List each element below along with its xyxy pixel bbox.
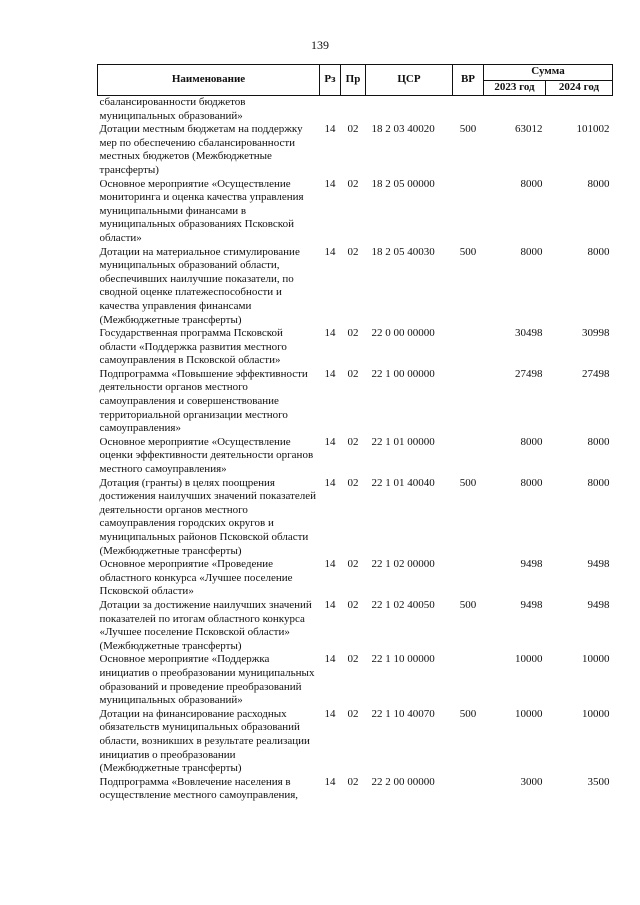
row-vr <box>453 96 484 124</box>
row-pr: 02 <box>347 245 359 258</box>
row-sum-2023: 10000 <box>515 653 543 666</box>
row-vr <box>453 653 484 707</box>
row-pr: 02 <box>347 367 359 380</box>
row-name: Подпрограмма «Повышение эффективности деятельности органов местного самоуправления и совершенствование территориальной организации местного самоуправления» <box>99 367 308 435</box>
header-year-2023: 2023 год <box>484 80 546 96</box>
table-row <box>98 246 613 328</box>
row-sum-2023: 8000 <box>520 177 543 190</box>
row-vr <box>453 178 484 246</box>
row-sum-2023: 8000 <box>520 435 543 448</box>
header-vr: ВР <box>453 65 484 96</box>
row-pr: 02 <box>347 653 359 666</box>
row-pr: 02 <box>347 123 359 136</box>
row-rz: 14 <box>324 653 336 666</box>
row-name: Дотация (гранты) в целях поощрения достижения наилучших значений показателей деятельности органов местного самоуправления городских округов и муниципальных районов Псковской области (Межбюджетные трансферты) <box>99 476 316 557</box>
row-rz: 14 <box>324 707 336 720</box>
row-pr: 02 <box>347 476 359 489</box>
row-rz: 14 <box>324 435 336 448</box>
row-rz: 14 <box>324 476 336 489</box>
row-name: Дотации за достижение наилучших значений показателей по итогам областного конкурса «Лучшее поселение Псковской области» (Межбюджетные трансферты) <box>99 598 312 652</box>
row-sum-2024: 10000 <box>582 653 610 666</box>
row-vr <box>453 368 484 436</box>
table-row <box>98 599 613 653</box>
row-sum-2024: 8000 <box>587 435 610 448</box>
row-pr: 02 <box>347 327 359 340</box>
table-row <box>98 368 613 436</box>
row-sum-2024: 9498 <box>587 558 610 571</box>
row-name: Основное мероприятие «Осуществление оценки эффективности деятельности органов местного самоуправления» <box>99 435 314 476</box>
row-pr: 02 <box>347 775 359 788</box>
row-rz: 14 <box>324 558 336 571</box>
row-vr <box>453 558 484 599</box>
row-sum-2023: 30498 <box>515 327 543 340</box>
row-rz: 14 <box>324 245 336 258</box>
row-pr <box>341 96 366 124</box>
row-vr: 500 <box>459 598 477 611</box>
header-year-2024: 2024 год <box>546 80 613 96</box>
row-sum-2023: 10000 <box>515 707 543 720</box>
row-vr <box>453 436 484 477</box>
table-row <box>98 776 613 803</box>
row-sum-2023: 8000 <box>520 476 543 489</box>
table-row <box>98 558 613 599</box>
row-csr: 18 2 05 40030 <box>371 245 435 258</box>
header-csr: ЦСР <box>366 65 453 96</box>
header-sum: Сумма <box>484 65 613 81</box>
row-name: Основное мероприятие «Поддержка инициатив о преобразовании муниципальных образований и проведение преобразований муниципальных образований» <box>99 653 315 707</box>
header-pr: Пр <box>341 65 366 96</box>
row-sum-2024 <box>546 96 613 124</box>
row-vr <box>453 327 484 368</box>
row-vr: 500 <box>459 707 477 720</box>
row-csr: 22 2 00 00000 <box>371 775 435 788</box>
row-name: Дотации на материальное стимулирование муниципальных образований области, обеспечивших наилучшие показатели, по сводной оценке платежеспособности и качества управления финансами (Межбюджетные трансферты) <box>99 245 300 326</box>
row-sum-2023: 27498 <box>515 367 543 380</box>
row-csr: 22 1 00 00000 <box>371 367 435 380</box>
row-name: Основное мероприятие «Проведение областного конкурса «Лучшее поселение Псковской области» <box>99 558 293 598</box>
row-sum-2023: 8000 <box>520 245 543 258</box>
row-vr <box>453 776 484 803</box>
table-row <box>98 327 613 368</box>
row-name: Основное мероприятие «Осуществление мониторинга и оценка качества управления муниципальными финансами в муниципальных образованиях Псковской области» <box>99 177 304 244</box>
row-rz: 14 <box>324 598 336 611</box>
table-row <box>98 123 613 177</box>
row-sum-2023: 3000 <box>520 775 543 788</box>
row-rz: 14 <box>324 327 336 340</box>
row-sum-2023: 9498 <box>520 558 543 571</box>
row-sum-2024: 3500 <box>587 775 610 788</box>
table-row <box>98 178 613 246</box>
row-csr: 22 1 01 00000 <box>371 435 435 448</box>
table-row <box>98 436 613 477</box>
budget-table-container <box>97 64 612 803</box>
row-sum-2024: 8000 <box>587 177 610 190</box>
row-pr: 02 <box>347 558 359 571</box>
row-vr: 500 <box>459 476 477 489</box>
row-sum-2024: 8000 <box>587 245 610 258</box>
row-sum-2024: 8000 <box>587 476 610 489</box>
table-row <box>98 653 613 707</box>
header-rz: Рз <box>320 65 341 96</box>
row-csr <box>366 96 453 124</box>
row-name: Дотации местным бюджетам на поддержку мер по обеспечению сбалансированности местных бюджетов (Межбюджетные трансферты) <box>99 123 303 176</box>
row-csr: 22 1 10 00000 <box>371 653 435 666</box>
row-csr: 22 1 10 40070 <box>371 707 435 720</box>
table-row <box>98 708 613 776</box>
table-row <box>98 96 613 124</box>
row-name: сбалансированности бюджетов муниципальных образований» <box>99 96 246 122</box>
row-name: Дотации на финансирование расходных обязательств муниципальных образований области, возникших в результате реализации инициатив о преобразовании (Межбюджетные трансферты) <box>99 707 310 775</box>
budget-table <box>97 64 613 803</box>
row-rz: 14 <box>324 177 336 190</box>
row-name: Государственная программа Псковской области «Поддержка развития местного самоуправления в Псковской области» <box>99 327 287 367</box>
table-header <box>98 65 613 96</box>
header-name: Наименование <box>98 65 320 96</box>
row-pr: 02 <box>347 707 359 720</box>
row-pr: 02 <box>347 177 359 190</box>
row-csr: 22 0 00 00000 <box>371 327 435 340</box>
table-row <box>98 477 613 559</box>
table-body <box>98 96 613 803</box>
row-vr: 500 <box>459 123 477 136</box>
row-rz: 14 <box>324 775 336 788</box>
row-sum-2024: 9498 <box>587 598 610 611</box>
row-sum-2023 <box>484 96 546 124</box>
row-csr: 22 1 01 40040 <box>371 476 435 489</box>
row-pr: 02 <box>347 435 359 448</box>
row-rz <box>320 96 341 124</box>
row-sum-2024: 27498 <box>582 367 610 380</box>
row-sum-2024: 30998 <box>582 327 610 340</box>
row-csr: 18 2 05 00000 <box>371 177 435 190</box>
row-sum-2024: 10000 <box>582 707 610 720</box>
page-number: 139 <box>311 38 329 52</box>
row-sum-2023: 9498 <box>520 598 543 611</box>
row-sum-2024: 101002 <box>576 123 610 136</box>
row-csr: 18 2 03 40020 <box>371 123 435 136</box>
row-name: Подпрограмма «Вовлечение населения в осуществление местного самоуправления, <box>99 775 299 802</box>
row-pr: 02 <box>347 598 359 611</box>
row-csr: 22 1 02 00000 <box>371 558 435 571</box>
row-vr: 500 <box>459 245 477 258</box>
row-csr: 22 1 02 40050 <box>371 598 435 611</box>
row-rz: 14 <box>324 123 336 136</box>
row-rz: 14 <box>324 367 336 380</box>
row-sum-2023: 63012 <box>515 123 543 136</box>
